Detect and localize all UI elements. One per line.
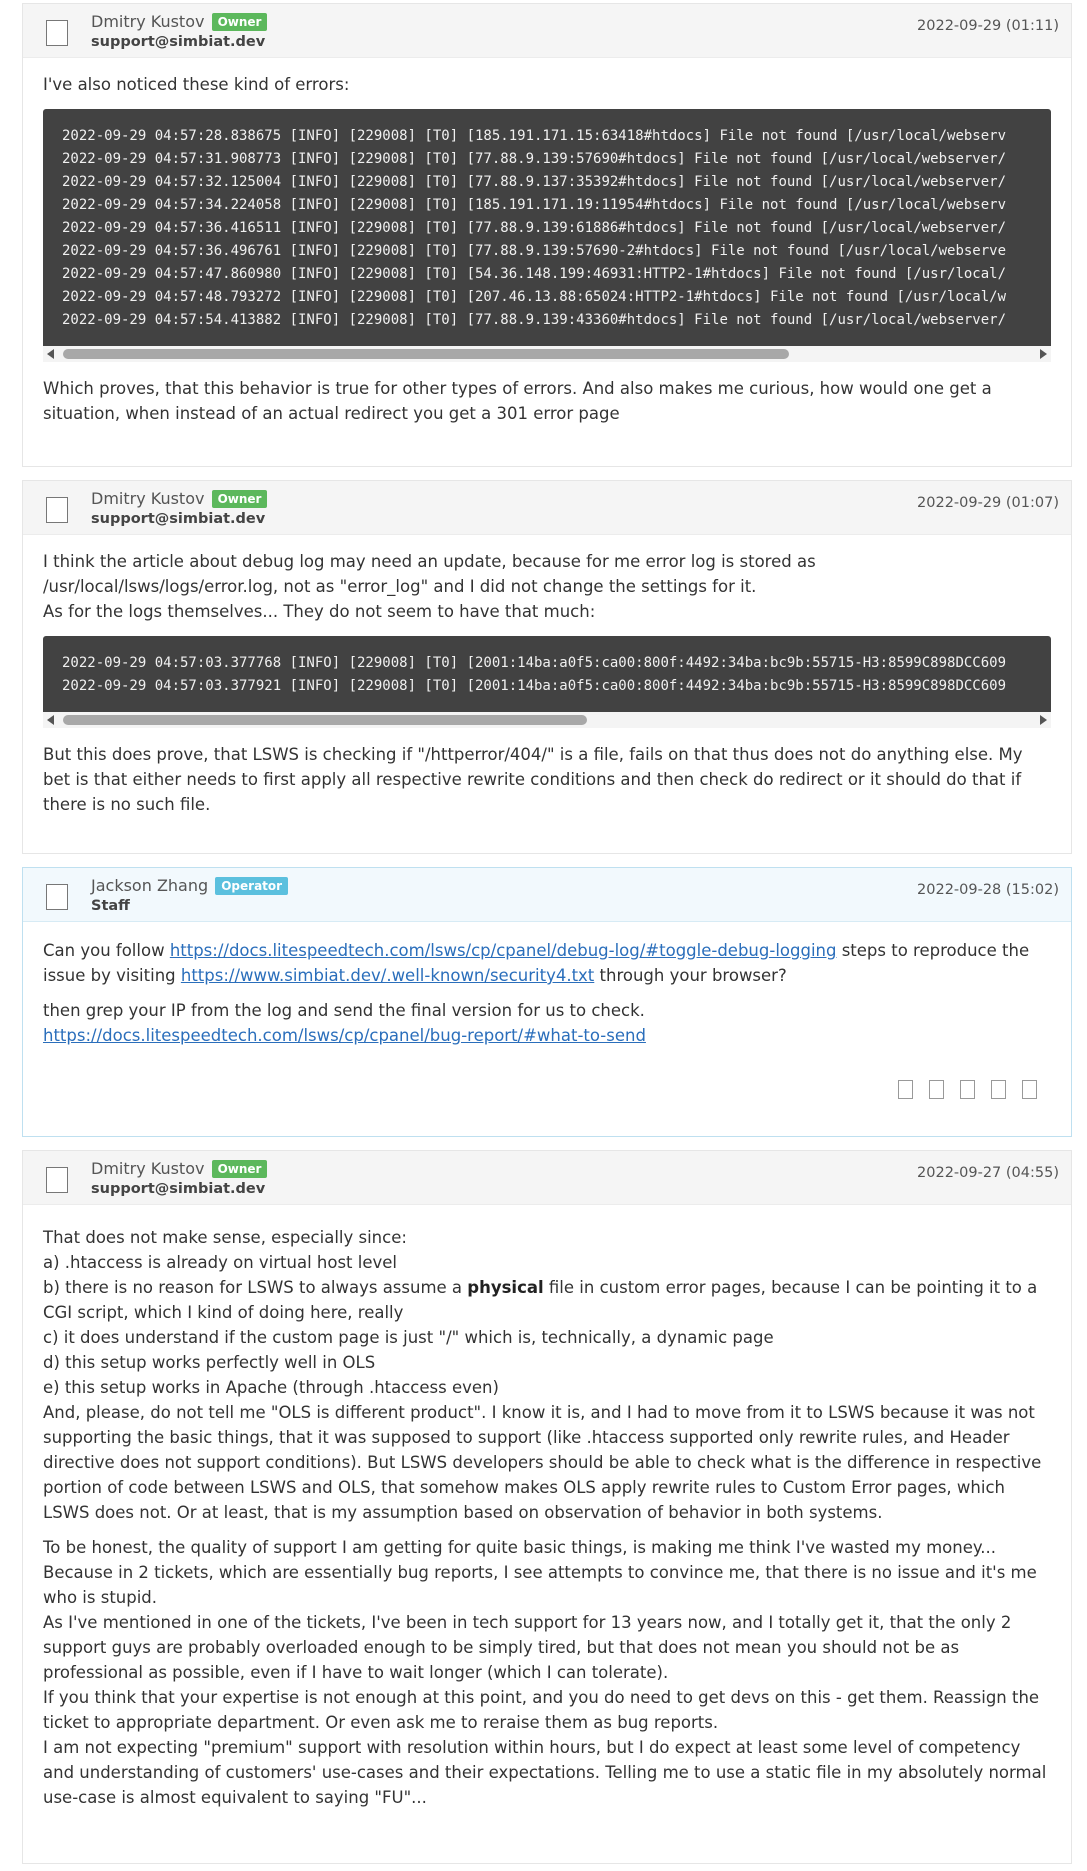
text-line: /usr/local/lsws/logs/error.log, not as "error_log" and I did not change the settings for it.: [43, 577, 757, 596]
message-header: [23, 868, 1071, 922]
text-span: Can you follow: [43, 941, 170, 960]
debug-log-link[interactable]: https://docs.litespeedtech.com/lsws/cp/cpanel/debug-log/#toggle-debug-logging: [169, 941, 837, 960]
text-line: e) this setup works in Apache (through .htaccess even): [43, 1378, 499, 1397]
message-header: [23, 4, 1071, 58]
code-line: 2022-09-29 04:57:54.413882 [INFO] [229008] [T0] [77.88.9.139:43360#htdocs] File not found [/usr/local/webserver/: [62, 312, 1007, 328]
owner-badge: Owner: [212, 13, 268, 31]
code-line: 2022-09-29 04:57:34.224058 [INFO] [229008] [T0] [185.191.171.19:11954#htdocs] File not found [/usr/local/webserv: [62, 197, 1007, 213]
emphasis: physical: [467, 1278, 544, 1297]
action-icon[interactable]: [960, 1080, 975, 1099]
avatar-icon: [46, 497, 68, 523]
avatar-icon: [46, 884, 68, 910]
author-email: support@simbiat.dev: [91, 34, 266, 50]
scroll-left-icon[interactable]: [47, 349, 54, 359]
message-1: [22, 3, 1072, 467]
code-scrollbar[interactable]: [43, 346, 1051, 362]
message-3: [22, 867, 1072, 1137]
text-span: steps to reproduce the issue by visiting: [43, 941, 1030, 985]
message-text: [43, 998, 1051, 1048]
message-body: [23, 922, 1071, 1064]
code-line: 2022-09-29 04:57:03.377768 [INFO] [229008] [T0] [2001:14ba:a0f5:ca00:800f:4492:34ba:bc9b:55715-H3:8599C898DCC609: [62, 655, 1007, 671]
author-name: Dmitry Kustov: [91, 489, 205, 508]
text-span: through your browser?: [594, 966, 787, 985]
message-actions: [882, 1080, 1037, 1106]
author-role: Staff: [91, 898, 130, 914]
owner-badge: Owner: [212, 1160, 268, 1178]
scroll-thumb[interactable]: [63, 349, 789, 359]
author-email: support@simbiat.dev: [91, 1181, 266, 1197]
code-line: 2022-09-29 04:57:28.838675 [INFO] [229008] [T0] [185.191.171.15:63418#htdocs] File not found [/usr/local/webserv: [62, 128, 1007, 144]
message-date: 2022-09-29 (01:07): [917, 495, 1059, 511]
avatar-icon: [46, 1167, 68, 1193]
code-line: 2022-09-29 04:57:32.125004 [INFO] [229008] [T0] [77.88.9.137:35392#htdocs] File not found [/usr/local/webserver/: [62, 174, 1007, 190]
text-line: I think the article about debug log may need an update, because for me error log is stored as: [43, 552, 816, 571]
bug-report-link[interactable]: https://docs.litespeedtech.com/lsws/cp/cpanel/bug-report/#what-to-send: [43, 1026, 646, 1045]
text-span: then grep your IP from the log and send the final version for us to check.: [43, 1001, 645, 1020]
code-line: 2022-09-29 04:57:36.416511 [INFO] [229008] [T0] [77.88.9.139:61886#htdocs] File not found [/usr/local/webserver/: [62, 220, 1007, 236]
scroll-right-icon[interactable]: [1040, 349, 1047, 359]
code-line: 2022-09-29 04:57:36.496761 [INFO] [229008] [T0] [77.88.9.139:57690-2#htdocs] File not found [/usr/local/webserve: [62, 243, 1007, 259]
avatar-icon: [46, 20, 68, 46]
code-line: 2022-09-29 04:57:48.793272 [INFO] [229008] [T0] [207.46.13.88:65024:HTTP2-1#htdocs] File not found [/usr/local/w: [62, 289, 1007, 305]
message-date: 2022-09-29 (01:11): [917, 18, 1059, 34]
code-block: [43, 636, 1051, 712]
text-line: And, please, do not tell me "OLS is different product". I know it is, and I had to move from it to LSWS because it was not supporting the basic things, that it was supposed to support (like .htaccess supported only rewrite rules, and Header directive does not support conditions). But LSWS developers should be able to check what is the difference in respective portion of code between LSWS and OLS, that somehow makes OLS apply rewrite rules to Custom Error pages, which LSWS does not. Or at least, that is my assumption based on observation of behavior in both systems.: [43, 1403, 1042, 1522]
message-header: [23, 481, 1071, 535]
scroll-left-icon[interactable]: [47, 715, 54, 725]
text-line: To be honest, the quality of support I am getting for quite basic things, is making me think I've wasted my money... Because in 2 tickets, which are essentially bug reports, I see attempts to convince me, that there is no issue and it's me who is stupid.: [43, 1538, 1037, 1607]
action-icon[interactable]: [929, 1080, 944, 1099]
code-block: [43, 109, 1051, 346]
action-icon[interactable]: [991, 1080, 1006, 1099]
scroll-right-icon[interactable]: [1040, 715, 1047, 725]
author-name: Dmitry Kustov: [91, 12, 205, 31]
code-line: 2022-09-29 04:57:31.908773 [INFO] [229008] [T0] [77.88.9.139:57690#htdocs] File not found [/usr/local/webserver/: [62, 151, 1007, 167]
text-line: d) this setup works perfectly well in OLS: [43, 1353, 376, 1372]
text-line: If you think that your expertise is not enough at this point, and you do need to get devs on this - get them. Reassign the ticket to appropriate department. Or even ask me to reraise them as bug reports.: [43, 1688, 1040, 1732]
message-date: 2022-09-27 (04:55): [917, 1165, 1059, 1181]
text-line: That does not make sense, especially since:: [43, 1228, 407, 1247]
owner-badge: Owner: [212, 490, 268, 508]
operator-badge: Operator: [215, 877, 288, 895]
message-text: [43, 549, 1051, 624]
message-text: But this does prove, that LSWS is checking if "/httperror/404/" is a file, fails on that thus does not do anything else. My bet is that either needs to first apply all respective rewrite conditions and then check do redirect or it should do that if there is no such file.: [43, 745, 1023, 814]
author-name: Dmitry Kustov: [91, 1159, 205, 1178]
author-email: support@simbiat.dev: [91, 511, 266, 527]
code-line: 2022-09-29 04:57:03.377921 [INFO] [229008] [T0] [2001:14ba:a0f5:ca00:800f:4492:34ba:bc9b:55715-H3:8599C898DCC609: [62, 678, 1007, 694]
security-txt-link[interactable]: https://www.simbiat.dev/.well-known/security4.txt: [180, 966, 595, 985]
message-4: [22, 1150, 1072, 1864]
author-name: Jackson Zhang: [91, 876, 209, 895]
message-text: Which proves, that this behavior is true for other types of errors. And also makes me curious, how would one get a situation, when instead of an actual redirect you get a 301 error page: [43, 379, 992, 423]
text-span: b) there is no reason for LSWS to always assume a: [43, 1278, 468, 1297]
action-icon[interactable]: [1022, 1080, 1037, 1099]
message-text: [43, 938, 1051, 988]
message-text: [43, 1225, 1051, 1525]
text-line: As for the logs themselves... They do not seem to have that much:: [43, 602, 596, 621]
message-text: I've also noticed these kind of errors:: [43, 75, 350, 94]
message-body: [23, 535, 1071, 833]
message-date: 2022-09-28 (15:02): [917, 882, 1059, 898]
message-2: [22, 480, 1072, 854]
code-scrollbar[interactable]: [43, 712, 1051, 728]
action-icon[interactable]: [898, 1080, 913, 1099]
message-body: [23, 1205, 1071, 1826]
message-text: [43, 1535, 1051, 1810]
text-span: file in custom error pages, because I can be pointing it to a CGI script, which I kind of doing here, really: [43, 1278, 1038, 1322]
text-line: As I've mentioned in one of the tickets, I've been in tech support for 13 years now, and I totally get it, that the only 2 support guys are probably overloaded enough to be simply tired, but that does not mean you should not be as professional as possible, even if I have to wait longer (which I can tolerate).: [43, 1613, 1012, 1682]
text-line: c) it does understand if the custom page is just "/" which is, technically, a dynamic page: [43, 1328, 774, 1347]
scroll-thumb[interactable]: [63, 715, 587, 725]
code-line: 2022-09-29 04:57:47.860980 [INFO] [229008] [T0] [54.36.148.199:46931:HTTP2-1#htdocs] File not found [/usr/local/: [62, 266, 1007, 282]
text-line: a) .htaccess is already on virtual host level: [43, 1253, 397, 1272]
message-header: [23, 1151, 1071, 1205]
text-line: I am not expecting "premium" support with resolution within hours, but I do expect at least some level of competency and understanding of customers' use-cases and their expectations. Telling me to use a static file in my absolutely normal use-case is almost equivalent to saying "FU"...: [43, 1738, 1047, 1807]
message-body: [23, 58, 1071, 442]
